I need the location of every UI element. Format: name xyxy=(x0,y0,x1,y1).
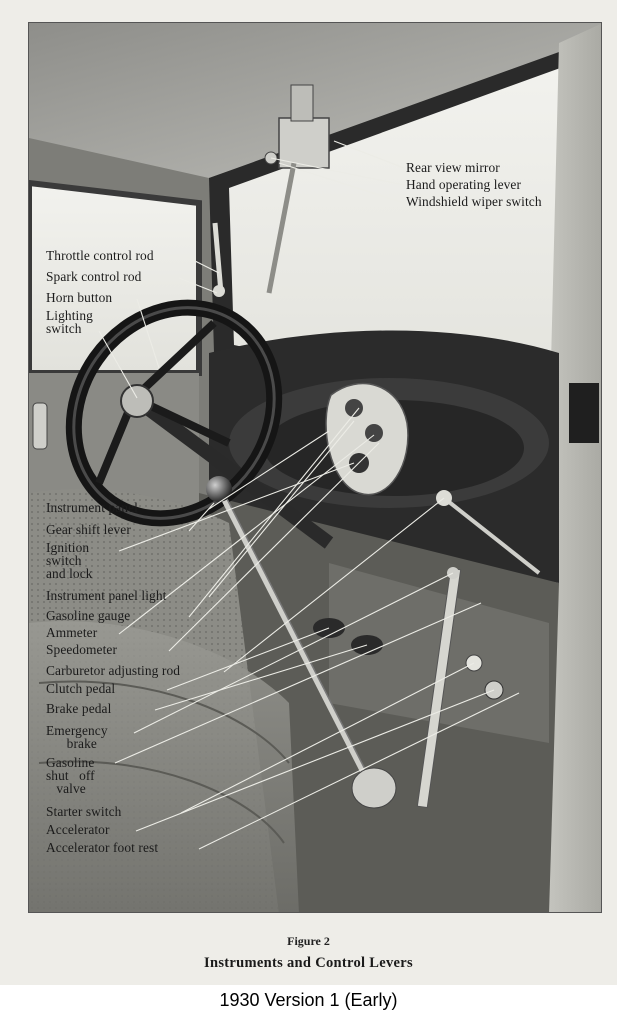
label-rear-view-mirror: Rear view mirror xyxy=(406,160,500,175)
car-interior-photo xyxy=(28,22,602,913)
label-windshield-wiper-switch: Windshield wiper switch xyxy=(406,194,542,209)
label-brake-pedal: Brake pedal xyxy=(46,701,112,716)
label-lighting-switch: Lighting switch xyxy=(46,308,93,336)
car-interior-illustration xyxy=(29,23,602,913)
figure-title: Instruments and Control Levers xyxy=(204,955,413,971)
label-speedometer: Speedometer xyxy=(46,642,118,657)
label-accelerator-foot-rest: Accelerator foot rest xyxy=(46,840,159,855)
image-caption: 1930 Version 1 (Early) xyxy=(219,990,398,1010)
label-instrument-panel: Instrument panel xyxy=(46,500,138,515)
label-spark-control-rod: Spark control rod xyxy=(46,269,142,284)
label-ammeter: Ammeter xyxy=(46,625,98,640)
label-instrument-panel-light: Instrument panel light xyxy=(46,588,167,603)
label-ignition-switch-and-lock: Ignition switch and lock xyxy=(46,540,93,581)
label-gear-shift-lever: Gear shift lever xyxy=(46,522,131,537)
label-hand-operating-lever: Hand operating lever xyxy=(406,177,522,192)
label-carburetor-adjusting-rod: Carburetor adjusting rod xyxy=(46,663,181,678)
label-horn-button: Horn button xyxy=(46,290,113,305)
label-emergency-brake: Emergency brake xyxy=(46,723,108,751)
label-clutch-pedal: Clutch pedal xyxy=(46,681,116,696)
figure-number: Figure 2 xyxy=(287,934,330,948)
label-throttle-control-rod: Throttle control rod xyxy=(46,248,154,263)
label-gasoline-shut-off-valve: Gasoline shut off valve xyxy=(46,755,95,796)
label-gasoline-gauge: Gasoline gauge xyxy=(46,608,131,623)
label-accelerator: Accelerator xyxy=(46,822,110,837)
label-starter-switch: Starter switch xyxy=(46,804,122,819)
